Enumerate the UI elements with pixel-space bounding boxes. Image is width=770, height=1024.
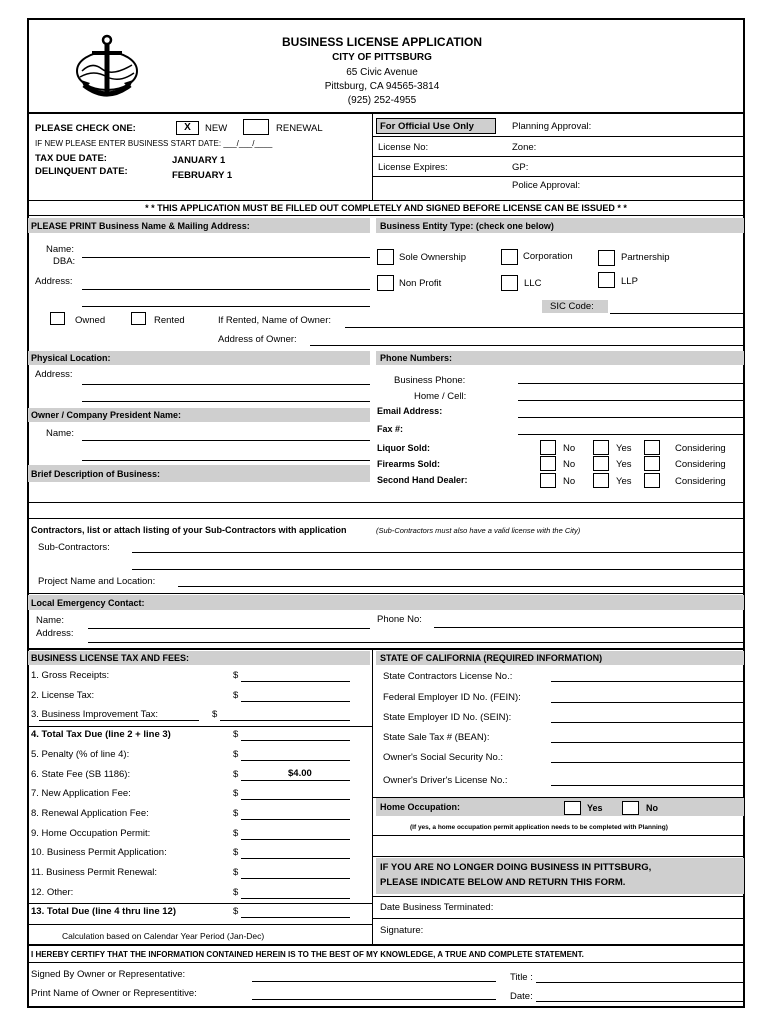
business-phone-input[interactable] [518,383,745,384]
renewal-checkbox[interactable] [243,119,269,135]
rented-label: Rented [154,315,185,326]
rented-owner-input[interactable] [345,327,745,328]
closing-line-2: PLEASE INDICATE BELOW AND RETURN THIS FORM. [380,877,626,888]
state-line-input[interactable] [551,785,745,786]
firearms-no-checkbox[interactable] [540,456,556,471]
phones-heading: Phone Numbers: [380,353,453,363]
delinquent-label: DELINQUENT DATE: [35,166,128,177]
tax-line-input[interactable] [241,878,350,879]
tax-line-label: 7. New Application Fee: [31,788,131,799]
rented-owner-label: If Rented, Name of Owner: [218,315,331,326]
firearms-yes-label: Yes [616,459,632,470]
firearms-yes-checkbox[interactable] [593,456,609,471]
tax-line-dollar: $ [233,670,239,681]
dba-label: DBA: [53,256,76,267]
business-phone-label: Business Phone: [394,375,466,386]
owner-heading: Owner / Company President Name: [31,410,182,420]
owner-address-label: Address of Owner: [218,334,297,345]
state-line-label: State Sale Tax # (BEAN): [383,732,490,743]
email-input[interactable] [518,417,745,418]
fax-input[interactable] [518,434,745,435]
new-checkbox[interactable]: X [176,121,199,135]
emergency-name-input[interactable] [88,628,370,629]
description-input[interactable] [27,502,745,503]
tax-line-dollar: $ [233,887,239,898]
home-occupation-no-checkbox[interactable] [622,801,639,815]
partnership-checkbox[interactable] [598,250,615,266]
date-label: Date: [510,991,533,1002]
license-no-label: License No: [378,142,429,153]
tax-line-input[interactable] [220,720,350,721]
tax-line-label: 9. Home Occupation Permit: [31,828,151,839]
owner-address-input[interactable] [310,345,745,346]
secondhand-yes-checkbox[interactable] [593,473,609,488]
partnership-label: Partnership [621,252,670,263]
tax-line-input[interactable] [241,819,350,820]
emergency-address-input[interactable] [88,642,745,643]
tax-line-dollar: $ [233,769,239,780]
closing-line-1: IF YOU ARE NO LONGER DOING BUSINESS IN PITTSBURG, [380,862,652,873]
tax-due-value: JANUARY 1 [172,155,226,166]
home-occupation-yes-label: Yes [587,803,603,813]
city-citystate: Pittsburg, CA 94565-3814 [324,81,440,92]
new-label: NEW [205,123,228,134]
state-line-input[interactable] [551,722,745,723]
tax-line-dollar: $ [233,749,239,760]
physical-address-input[interactable] [82,384,370,385]
gp-label: GP: [512,162,529,173]
business-name-label: Name: [46,244,74,255]
tax-due-label: TAX DUE DATE: [35,153,107,164]
tax-line-dollar: $ [233,788,239,799]
tax-bottom-separator [27,924,372,925]
state-line-label: State Contractors License No.: [383,671,513,682]
nonprofit-checkbox[interactable] [377,275,394,291]
liquor-considering-checkbox[interactable] [644,440,660,455]
sole-ownership-checkbox[interactable] [377,249,394,265]
title-label: Title : [510,972,533,983]
owned-label: Owned [75,315,106,326]
signed-by-input[interactable] [252,981,496,982]
print-name-input[interactable] [252,999,496,1000]
city-phone: (925) 252-4955 [347,95,417,106]
signed-by-label: Signed By Owner or Representative: [31,969,186,980]
liquor-yes-label: Yes [616,443,632,454]
tax-line-label: 1. Gross Receipts: [31,670,110,681]
tax-line-dollar: $ [233,847,239,858]
sic-code-label: SIC Code: [550,301,594,312]
nonprofit-label: Non Profit [399,278,442,289]
city-street: 65 Civic Avenue [346,67,418,78]
emergency-address-label: Address: [36,628,74,639]
business-name-input[interactable] [82,257,370,258]
sic-code-input[interactable] [610,313,745,314]
tax-line-label: 4. Total Tax Due (line 2 + line 3) [31,729,171,740]
tax-line-separator [27,726,372,727]
physical-address-label: Address: [35,369,73,380]
home-cell-label: Home / Cell: [414,391,467,402]
title-input[interactable] [536,982,745,983]
tax-line-label: 8. Renewal Application Fee: [31,808,149,819]
corporation-checkbox[interactable] [501,249,518,265]
tax-line-dollar: $ [212,709,218,720]
fax-label: Fax #: [377,424,404,434]
state-heading: STATE OF CALIFORNIA (REQUIRED INFORMATION) [380,653,603,663]
tax-line-dollar: $ [233,808,239,819]
state-line-input[interactable] [551,762,745,763]
official-use-title: For Official Use Only [380,121,474,132]
project-label: Project Name and Location: [38,576,156,587]
home-occupation-note: (If yes, a home occupation permit application needs to be completed with Planning) [410,824,668,831]
tax-line-separator [27,903,372,904]
tax-line-input[interactable] [241,917,350,918]
state-line-input[interactable] [551,702,745,703]
tax-line-input[interactable] [241,858,350,859]
secondhand-yes-label: Yes [616,476,632,487]
check-one-label: PLEASE CHECK ONE: [35,123,136,134]
secondhand-considering-label: Considering [675,476,726,487]
tax-line-input[interactable] [241,839,350,840]
business-address-input-2[interactable] [82,306,370,307]
entity-heading: Business Entity Type: (check one below) [380,221,554,231]
tax-line-label: 10. Business Permit Application: [31,847,167,858]
email-label: Email Address: [377,406,443,416]
tax-line-label: 3. Business Improvement Tax: [31,709,159,720]
tax-line-dollar: $ [233,867,239,878]
liquor-yes-checkbox[interactable] [593,440,609,455]
secondhand-no-label: No [563,476,576,487]
police-approval: Police Approval: [512,180,581,191]
rented-checkbox[interactable] [131,312,146,325]
sub-contractors-input-2[interactable] [132,569,745,570]
tax-line-label: 12. Other: [31,887,74,898]
renewal-label: RENEWAL [276,123,323,134]
notice-banner: * * THIS APPLICATION MUST BE FILLED OUT COMPLETELY AND SIGNED BEFORE LICENSE CAN BE ISSUED * * [145,203,627,213]
tax-line-value: $4.00 [288,768,312,779]
city-name: CITY OF PITTSBURG [332,52,432,63]
home-occupation-yes-checkbox[interactable] [564,801,581,815]
date-terminated-input[interactable] [372,918,745,919]
llp-label: LLP [621,276,638,287]
firearms-no-label: No [563,459,576,470]
tax-line-input[interactable] [241,780,350,781]
business-address-input[interactable] [82,289,370,290]
tax-line-label: 2. License Tax: [31,690,95,701]
state-line-label: Owner's Social Security No.: [383,752,504,763]
home-cell-input[interactable] [518,400,745,401]
firearms-label: Firearms Sold: [377,459,441,469]
start-date-field[interactable]: IF NEW PLEASE ENTER BUSINESS START DATE: ___/___/____ [35,139,273,148]
business-heading: PLEASE PRINT Business Name & Mailing Address: [31,221,250,231]
owned-checkbox[interactable] [50,312,65,325]
zone-label: Zone: [512,142,537,153]
corporation-label: Corporation [523,251,573,262]
physical-address-input-2[interactable] [82,401,370,402]
liquor-no-checkbox[interactable] [540,440,556,455]
business-address-label: Address: [35,276,73,287]
tax-line-underline [39,720,199,721]
sub-contractors-input[interactable] [132,552,745,553]
tax-line-label: 6. State Fee (SB 1186): [31,769,131,780]
sub-contractors-label: Sub-Contractors: [38,542,110,553]
emergency-name-label: Name: [36,615,64,626]
tax-footnote: Calculation based on Calendar Year Period (Jan-Dec) [62,931,265,941]
tax-line-input[interactable] [241,681,350,682]
home-occupation-label: Home Occupation: [380,802,461,812]
anchor-logo [72,33,142,103]
physical-heading: Physical Location: [31,353,111,363]
firearms-considering-checkbox[interactable] [644,456,660,471]
sole-ownership-label: Sole Ownership [399,252,467,263]
owner-name-input-2[interactable] [82,460,370,461]
planning-approval: Planning Approval: [512,121,592,132]
liquor-considering-label: Considering [675,443,726,454]
tax-line-dollar: $ [233,729,239,740]
tax-line-input[interactable] [241,760,350,761]
state-line-label: Federal Employer ID No. (FEIN): [383,692,521,703]
firearms-considering-label: Considering [675,459,726,470]
state-line-label: Owner's Driver's License No.: [383,775,508,786]
liquor-no-label: No [563,443,576,454]
print-name-label: Print Name of Owner or Representitive: [31,988,197,999]
tax-line-label: 5. Penalty (% of line 4): [31,749,130,760]
tax-line-dollar: $ [233,828,239,839]
tax-line-dollar: $ [233,690,239,701]
state-line-input[interactable] [551,681,745,682]
tax-line-label: 11. Business Permit Renewal: [31,867,158,878]
liquor-label: Liquor Sold: [377,443,430,453]
secondhand-considering-checkbox[interactable] [644,473,660,488]
form-title: BUSINESS LICENSE APPLICATION [281,35,483,49]
emergency-phone-label: Phone No: [377,614,422,625]
owner-name-label: Name: [46,428,74,439]
tax-line-dollar: $ [233,906,239,917]
tax-heading: BUSINESS LICENSE TAX AND FEES: [31,653,190,663]
project-input[interactable] [178,586,745,587]
certify-statement: I HEREBY CERTIFY THAT THE INFORMATION CONTAINED HEREIN IS TO THE BEST OF MY KNOWLEDGE, A TRUE AND COMPLETE STATEMENT. [31,950,584,959]
tax-line-input[interactable] [241,740,350,741]
emergency-phone-input[interactable] [434,627,745,628]
state-line-input[interactable] [551,742,745,743]
closing-signature-label: Signature: [380,925,424,936]
tax-line-input[interactable] [241,898,350,899]
contractors-note: (Sub-Contractors must also have a valid license with the City) [376,526,581,535]
llc-checkbox[interactable] [501,275,518,291]
contractors-heading: Contractors, list or attach listing of your Sub-Contractors with application [31,525,347,535]
secondhand-label: Second Hand Dealer: [377,475,468,485]
tax-line-input[interactable] [241,799,350,800]
date-input[interactable] [536,1001,745,1002]
state-line-label: State Employer ID No. (SEIN): [383,712,512,723]
tax-line-input[interactable] [241,701,350,702]
home-occupation-no-label: No [646,803,658,813]
delinquent-value: FEBRUARY 1 [172,170,233,181]
emergency-heading: Local Emergency Contact: [31,598,145,608]
owner-name-input[interactable] [82,440,370,441]
llp-checkbox[interactable] [598,272,615,288]
date-terminated-label: Date Business Terminated: [380,902,494,913]
description-heading: Brief Description of Business: [31,469,161,479]
license-expires-label: License Expires: [378,162,448,173]
tax-line-label: 13. Total Due (line 4 thru line 12) [31,906,176,917]
llc-label: LLC [524,278,542,289]
secondhand-no-checkbox[interactable] [540,473,556,488]
